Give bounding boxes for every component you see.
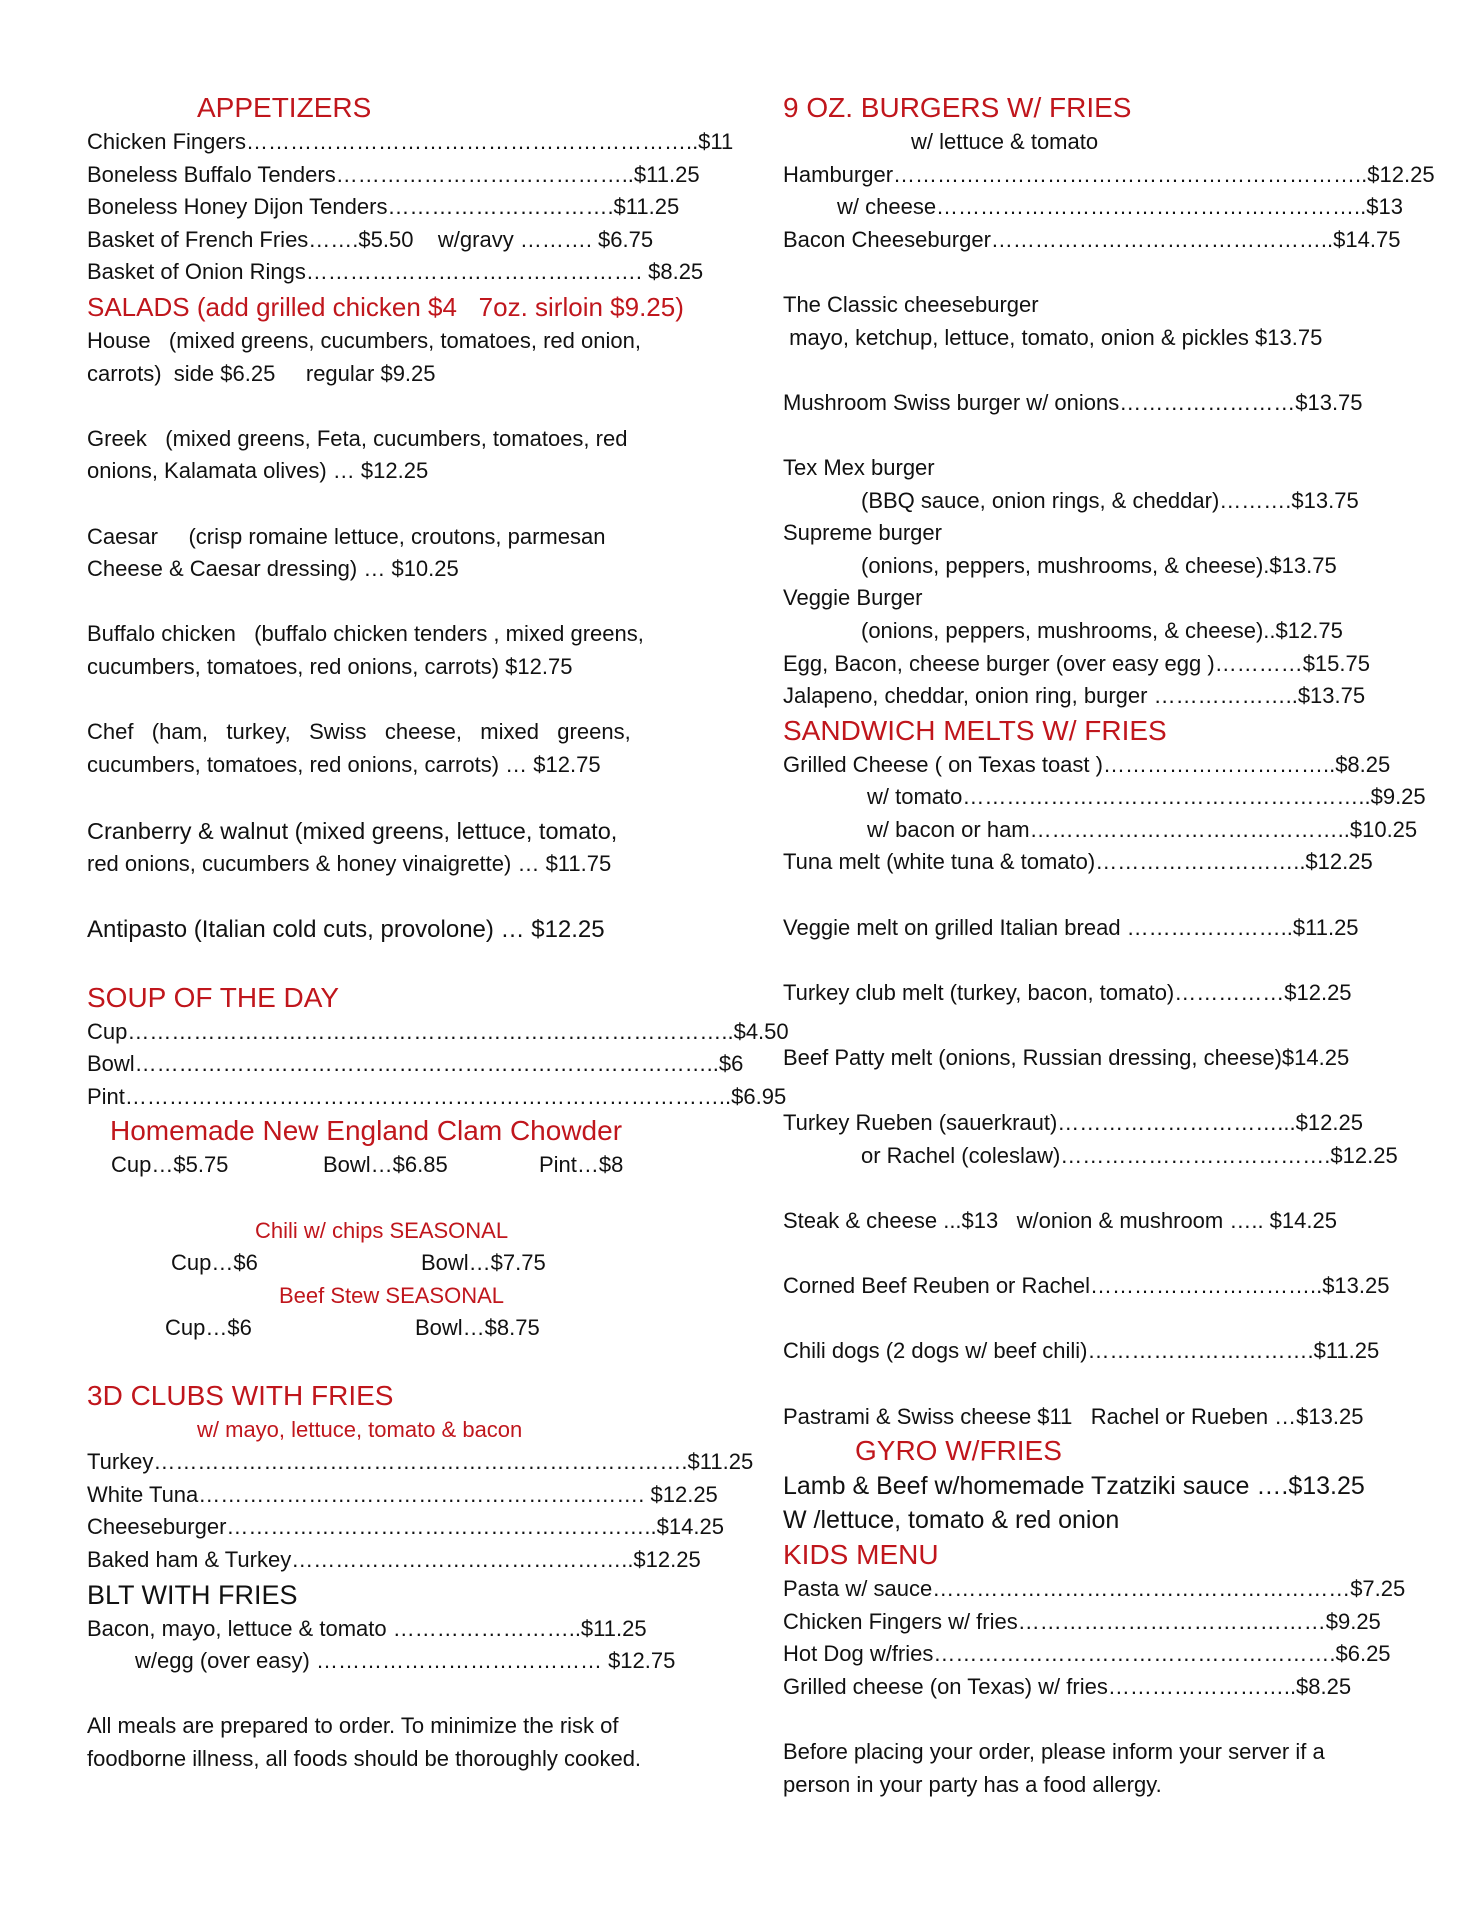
menu-item-detail: (onions, peppers, mushrooms, & cheese).$13.75 [861, 552, 1337, 578]
menu-item: or Rachel (coleslaw)……………………………….$12.25 [861, 1142, 1398, 1168]
menu-item-detail: W /lettuce, tomato & red onion [783, 1506, 1120, 1535]
menu-item: Corned Beef Reuben or Rachel…………………………..$13.25 [783, 1273, 1390, 1299]
menu-item: Turkey club melt (turkey, bacon, tomato)……………$12.25 [783, 979, 1352, 1005]
menu-item-detail: (onions, peppers, mushrooms, & cheese)..$12.75 [861, 617, 1343, 643]
right-column [783, 90, 1435, 1801]
menu-item: Pint………………………………………………………………………..$6.95 [87, 1083, 787, 1109]
menu-item: Turkey Rueben (sauerkraut)…………………………...$12.25 [783, 1110, 1363, 1136]
clubs-heading: 3D CLUBS WITH FRIES [87, 1379, 394, 1411]
menu-item: Egg, Bacon, cheese burger (over easy egg )…………$15.75 [783, 650, 1370, 676]
salad-greek-detail: onions, Kalamata olives) … $12.25 [87, 458, 429, 484]
menu-item: Hot Dog w/fries……………………………………………….$6.25 [783, 1641, 1391, 1667]
menu-item: Pastrami & Swiss cheese $11 Rachel or Rueben …$13.25 [783, 1403, 1364, 1429]
menu-item: Lamb & Beef w/homemade Tzatziki sauce ….$13.25 [783, 1472, 1365, 1501]
salad-antipasto: Antipasto (Italian cold cuts, provolone) … $12.25 [87, 916, 605, 944]
menu-item: w/ tomato………………………………………………..$9.25 [867, 784, 1426, 810]
menu-item: Boneless Buffalo Tenders…………………………………..$11.25 [87, 161, 700, 187]
salad-caesar: Caesar (crisp romaine lettuce, croutons, parmesan [87, 523, 606, 549]
salad-greek: Greek (mixed greens, Feta, cucumbers, tomatoes, red [87, 425, 628, 451]
chili-prices [87, 1247, 699, 1280]
menu-item: Baked ham & Turkey………………………………………..$12.25 [87, 1546, 701, 1572]
salad-buffalo-detail: cucumbers, tomatoes, red onions, carrots) $12.75 [87, 653, 573, 679]
salad-house-detail: carrots) side $6.25 regular $9.25 [87, 360, 436, 386]
menu-item: Turkey……………………………………………………………….$11.25 [87, 1449, 754, 1475]
chowder-heading: Homemade New England Clam Chowder [110, 1115, 623, 1147]
menu-item: The Classic cheeseburger [783, 291, 1039, 317]
menu-item: Supreme burger [783, 520, 942, 546]
menu-item-detail: mayo, ketchup, lettuce, tomato, onion & pickles $13.75 [783, 324, 1323, 350]
menu-item-detail: (BBQ sauce, onion rings, & cheddar)……….$13.75 [861, 487, 1359, 513]
menu-item: Beef Patty melt (onions, Russian dressing, cheese)$14.25 [783, 1045, 1350, 1071]
menu-item: Chicken Fingers……………………………………………………..$11 [87, 129, 734, 154]
salad-chef: Chef (ham, turkey, Swiss cheese, mixed greens, [87, 719, 631, 745]
menu-item: Pasta w/ sauce…………………………………………………$7.25 [783, 1576, 1406, 1602]
chili-heading: Chili w/ chips SEASONAL [255, 1217, 509, 1243]
salad-caesar-detail: Cheese & Caesar dressing) … $10.25 [87, 556, 459, 582]
menu-item: Chili dogs (2 dogs w/ beef chili)………………………….$11.25 [783, 1338, 1380, 1364]
chowder-bowl: Bowl…$6.85 [323, 1152, 448, 1178]
salad-chef-detail: cucumbers, tomatoes, red onions, carrots) … $12.75 [87, 751, 601, 777]
menu-item: Steak & cheese ...$13 w/onion & mushroom ….. $14.25 [783, 1208, 1337, 1233]
menu-item: Veggie Burger [783, 585, 923, 611]
soup-heading: SOUP OF THE DAY [87, 981, 340, 1013]
menu-item: Bowl……………………………………………………………………..$6 [87, 1051, 744, 1077]
allergy-note: Before placing your order, please inform your server if a person in your party has a food allergy. [783, 1739, 1325, 1797]
stew-prices [87, 1312, 699, 1345]
menu-item: Hamburger………………………………………………………..$12.25 [783, 161, 1435, 187]
menu-item: White Tuna……………………………………………………. $12.25 [87, 1481, 718, 1507]
menu-item: Tex Mex burger [783, 454, 935, 480]
menu-item: w/ cheese…………………………………………………..$13 [837, 194, 1403, 220]
blt-heading: BLT WITH FRIES [87, 1579, 298, 1610]
menu-item: w/ bacon or ham……………………………………..$10.25 [867, 816, 1418, 842]
chili-cup: Cup…$6 [171, 1250, 258, 1276]
menu-item: Chicken Fingers w/ fries……………………………………$9.25 [783, 1608, 1381, 1634]
chili-bowl: Bowl…$7.75 [421, 1250, 546, 1276]
menu-item: Basket of Onion Rings………………………………………. $8.25 [87, 259, 704, 285]
burgers-subtitle: w/ lettuce & tomato [911, 129, 1099, 154]
melts-heading: SANDWICH MELTS W/ FRIES [783, 714, 1167, 746]
food-safety-note: All meals are prepared to order. To minimize the risk of foodborne illness, all foods should be thoroughly cooked. [87, 1713, 642, 1771]
kids-heading: KIDS MENU [783, 1539, 939, 1571]
salad-house: House (mixed greens, cucumbers, tomatoes, red onion, [87, 327, 641, 353]
gyro-heading: GYRO W/FRIES [855, 1435, 1062, 1467]
stew-cup: Cup…$6 [165, 1315, 252, 1341]
blt-item: Bacon, mayo, lettuce & tomato ……………………..$11.25 [87, 1615, 647, 1641]
menu-item: Bacon Cheeseburger………………………………………..$14.75 [783, 226, 1401, 252]
left-column [87, 90, 789, 1776]
stew-bowl: Bowl…$8.75 [415, 1315, 540, 1341]
appetizers-heading: APPETIZERS [197, 92, 372, 123]
stew-heading: Beef Stew SEASONAL [279, 1282, 504, 1308]
menu-item: Cheeseburger…………………………………………………..$14.25 [87, 1514, 724, 1540]
menu-item: Boneless Honey Dijon Tenders………………………….$11.25 [87, 194, 680, 220]
chowder-pint: Pint…$8 [539, 1152, 624, 1178]
chowder-prices [87, 1149, 699, 1182]
salad-buffalo: Buffalo chicken (buffalo chicken tenders , mixed greens, [87, 621, 644, 647]
menu-item: Grilled Cheese ( on Texas toast )…………………………..$8.25 [783, 751, 1391, 777]
salads-heading: SALADS (add grilled chicken $4 7oz. sirloin $9.25) [87, 291, 684, 322]
menu-item: Cup………………………………………………………………………..$4.50 [87, 1018, 789, 1044]
menu-item: Tuna melt (white tuna & tomato)………………………..$12.25 [783, 849, 1373, 875]
menu-item: Veggie melt on grilled Italian bread …………………..$11.25 [783, 914, 1359, 940]
chowder-cup: Cup…$5.75 [111, 1152, 229, 1178]
menu-item: Grilled cheese (on Texas) w/ fries……………………..$8.25 [783, 1673, 1352, 1699]
menu-item: Mushroom Swiss burger w/ onions……………………$13.75 [783, 389, 1363, 415]
menu-item: Jalapeno, cheddar, onion ring, burger ………………..$13.75 [783, 683, 1366, 709]
menu-item: Basket of French Fries…….$5.50 w/gravy ………. $6.75 [87, 226, 654, 252]
salad-cranberry: Cranberry & walnut (mixed greens, lettuce, tomato, [87, 817, 618, 844]
clubs-subtitle: w/ mayo, lettuce, tomato & bacon [197, 1416, 523, 1442]
salad-cranberry-detail: red onions, cucumbers & honey vinaigrette) … $11.75 [87, 850, 612, 876]
blt-egg-item: w/egg (over easy) ………………………………… $12.75 [135, 1648, 676, 1674]
burgers-heading: 9 OZ. BURGERS W/ FRIES [783, 92, 1132, 123]
